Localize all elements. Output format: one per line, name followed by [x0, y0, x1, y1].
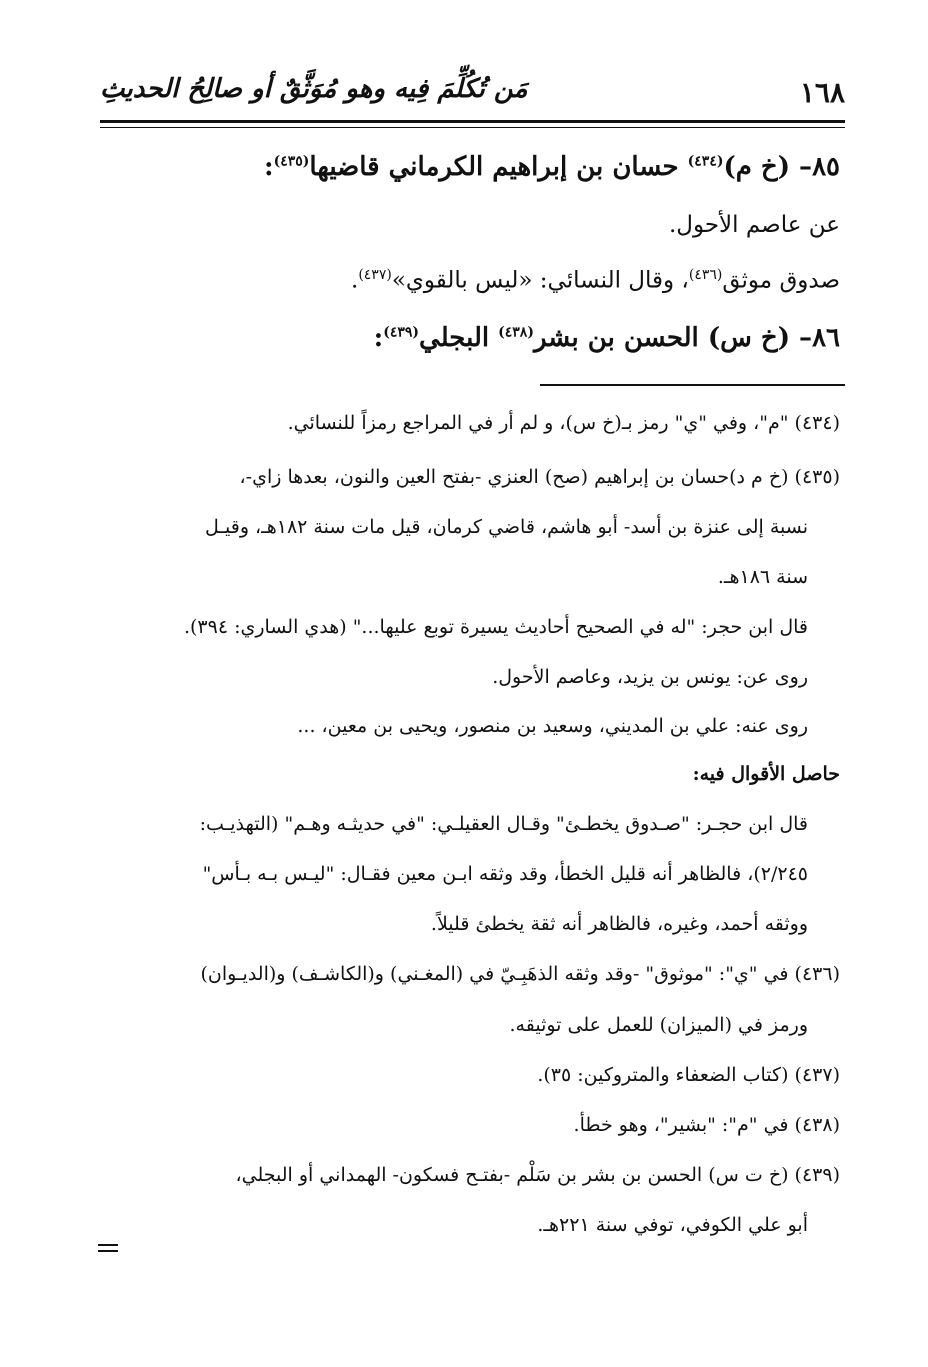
footnote-439-line-2: أبو علي الكوفي، توفي سنة ٢٢١هـ. [537, 1214, 808, 1236]
entry-lead: ٨٥– (خ م) [723, 152, 840, 182]
body-line-1: عن عاصم الأحول. [668, 212, 840, 238]
footnote-436-line-1: (٤٣٦) في "ي": "موثوق" -وقد وثقه الذهَبِـيّ في (المغـني) و(الكاشـف) و(الديـوان) [200, 963, 840, 985]
entry-85-heading [100, 152, 840, 182]
entry-tail: : [263, 152, 274, 182]
footnote-435-line-4: قال ابن حجر: "له في الصحيح أحاديث يسيرة توبع عليها..." (هدي الساري: ٣٩٤). [183, 616, 808, 638]
footnote-435-line-3: سنة ١٨٦هـ. [717, 566, 808, 588]
summary-heading: حاصل الأقوال فيه: [692, 763, 840, 785]
footnote-ref[interactable]: (٤٣٤) [687, 153, 724, 170]
body-text: ، وقال النسائي: «ليس بالقوي» [391, 267, 689, 294]
header-rule-thick [100, 120, 845, 123]
footnote-437: (٤٣٧) (كتاب الضعفاء والمتروكين: ٣٥). [537, 1064, 840, 1086]
body-text: صدوق موثق [722, 267, 840, 294]
continuation-mark-icon [98, 1244, 118, 1256]
entry-name: حسان بن إبراهيم الكرماني قاضيها [309, 152, 688, 182]
footnote-436-line-2: ورمز في (الميزان) للعمل على توثيقه. [509, 1014, 808, 1036]
footnote-ref[interactable]: (٤٣٩) [383, 324, 420, 341]
body-line-2 [100, 267, 840, 294]
entry-tail: : [373, 323, 384, 353]
summary-line-2: ٢/٢٤٥)، فالظاهر أنه قليل الخطأ، وقد وثقه ابـن معين فقـال: "ليـس بـه بـأس" [202, 863, 808, 885]
footnote-438: (٤٣٨) في "م": "بشير"، وهو خطأ. [573, 1114, 840, 1136]
footnote-ref[interactable]: (٤٣٦) [688, 267, 723, 283]
footnote-434: (٤٣٤) "م"، وفي "ي" رمز بـ(خ س)، و لم أر في المراجع رمزاً للنسائي. [287, 412, 840, 434]
summary-line-3: ووثقه أحمد، وغيره، فالظاهر أنه ثقة يخطئ قليلاً. [430, 913, 808, 935]
entry-86-heading [100, 323, 840, 353]
running-title: مَن تُكُلِّمَ فِيه وهو مُوَثَّقٌ أو صالِحُ الحديثِ [100, 74, 528, 104]
footnote-ref[interactable]: (٤٣٥) [273, 153, 310, 170]
summary-line-1: قال ابن حجـر: "صـدوق يخطـئ" وقـال العقيلـي: "في حديثـه وهـم" (التهذيـب: [199, 813, 808, 835]
page-number: ١٦٨ [799, 76, 845, 109]
footnote-435-line-1: (٤٣٥) (خ م د)حسان بن إبراهيم (صح) العنزي -بفتح العين والنون، بعدها زاي-، [239, 466, 840, 488]
footnote-ref[interactable]: (٤٣٨) [498, 324, 534, 341]
footnote-439-line-1: (٤٣٩) (خ ت س) الحسن بن بشر بن سَلْم -بفتـح فسكون- الهمداني أو البجلي، [235, 1164, 840, 1186]
page-header [100, 68, 845, 112]
header-rule-thin [100, 127, 845, 128]
entry-lead: ٨٦– (خ س) الحسن بن بشر [533, 323, 840, 353]
body-text: . [351, 267, 359, 294]
footnote-435-line-5: روى عن: يونس بن يزيد، وعاصم الأحول. [492, 666, 808, 688]
footnote-divider [540, 384, 845, 386]
footnote-435-line-2: نسبة إلى عنزة بن أسد- أبو هاشم، قاضي كرمان، قيل مات سنة ١٨٢هـ، وقيـل [205, 516, 808, 538]
footnote-ref[interactable]: (٤٣٧) [358, 267, 392, 283]
entry-name: البجلي [419, 323, 499, 353]
footnote-435-line-6: روى عنه: علي بن المديني، وسعيد بن منصور، ويحيى بن معين، ... [297, 715, 808, 737]
